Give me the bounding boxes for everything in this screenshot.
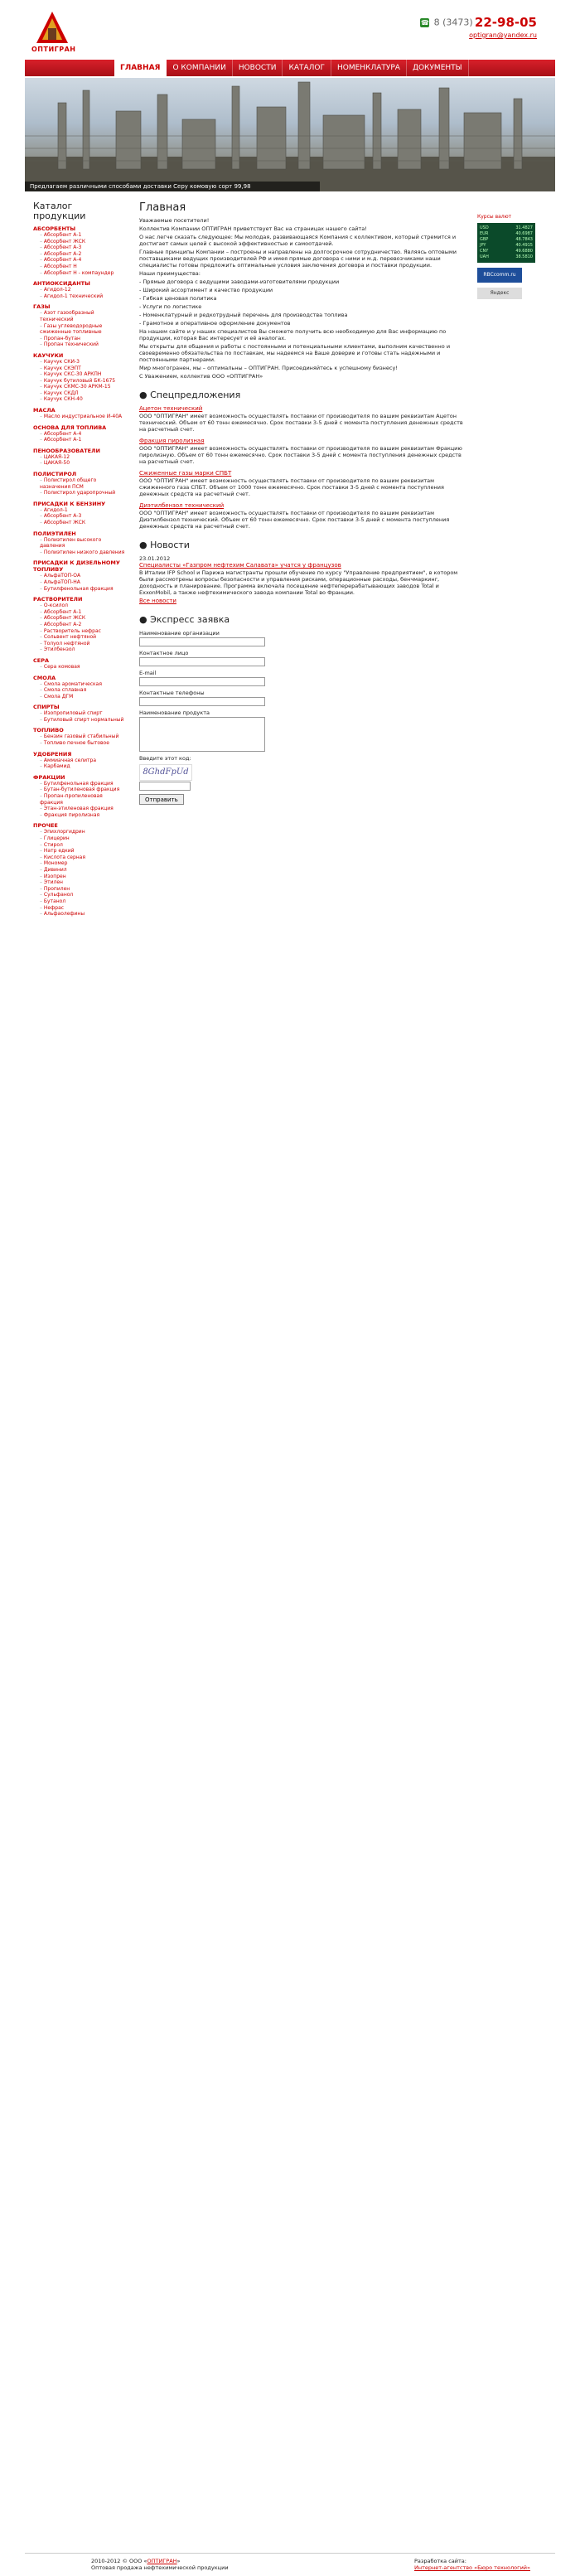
email-label: E-mail [139,670,157,676]
category-item[interactable]: – Абсорбент А-2 [33,622,126,628]
offer-text: ООО "ОПТИГРАН" имеет возможность осуществлять поставки от производителя по вашим реквизитам сжиженного газа СПБТ. Объем от 1000 тонн ежемесячно. Срок поставки 3-5 дней с момента поступления денежных средств на расчетный счет. [139,477,444,497]
product-textarea[interactable] [139,717,265,752]
category-item[interactable]: – Карбамид [33,763,126,770]
intro-paragraph: О нас легче сказать следующее: Мы молодая, развивающаяся Компания с коллективом, который стремится и достигает самых целей с высокой эффективностью и самоотдачей. [139,234,457,247]
offers-list [139,405,464,530]
category-item[interactable]: – Бутиловый спирт нормальный [33,717,126,724]
intro-paragraph: - Гибкая ценовая политика [139,295,217,302]
category-item[interactable]: – Эпихлоргидрин [33,829,126,835]
contact-label: Контактное лицо [139,650,189,656]
category-heading[interactable]: ПОЛИСТИРОЛ [33,471,77,478]
offer-text: ООО "ОПТИГРАН" имеет возможность осуществлять поставки от производителя по вашим реквизитам Фракцию пиролизную. Объем от 60 тонн ежемесячно. Срок поставки 3-5 дней с момента поступления денежных средств на расчетный счет. [139,445,462,465]
category-item[interactable]: – Абсорбент Н [33,264,126,270]
category-heading[interactable]: ПРОЧЕЕ [33,822,58,830]
intro-paragraph: - Прямые договора с ведущими заводами-изготовителями продукции [139,278,340,285]
category-item[interactable]: – Каучук СКМС-30 АРКМ-15 [33,384,126,390]
category-item[interactable]: – Газы углеводородные сжиженные топливные [33,323,126,336]
phone-icon: ☎ [420,18,429,27]
category-item[interactable]: – Изопропиловый спирт [33,710,126,717]
category-item[interactable]: – Каучук СКДЛ [33,390,126,397]
category-item[interactable]: – Дивинил [33,867,126,874]
captcha-input[interactable] [139,782,191,791]
contact-input[interactable] [139,657,265,666]
offer-text: ООО "ОПТИГРАН" имеет возможность осуществлять поставки от производителя по вашим реквизитам Ацетон технический. Объем от 60 тонн ежемесячно. Срок поставки 3-5 дней с момента поступления денежных средств на расчетный счет. [139,413,463,433]
category-item[interactable]: – Натр едкий [33,848,126,855]
intro-paragraph: - Номенклатурный и редкотрудный перечень для производства топлива [139,312,348,318]
category-heading[interactable]: ПРИСАДКИ К ДИЗЕЛЬНОМУ ТОПЛИВУ [33,559,120,574]
offer-title-link[interactable]: Фракция пиролизная [139,438,205,444]
category-item[interactable]: – ЦАКАЯ-12 [33,454,126,461]
category-item[interactable]: – Глицерин [33,835,126,842]
category-item[interactable]: – Кислота серная [33,855,126,861]
category-item[interactable]: – Полистирол ударопрочный [33,490,126,496]
category-item[interactable]: – Абсорбент А-2 [33,251,126,258]
category-heading[interactable]: АНТИОКСИДАНТЫ [33,280,90,288]
rate-currency: UAH [480,254,489,259]
main-nav [25,60,555,76]
category-item[interactable]: – Сольвент нефтяной [33,634,126,641]
intro-paragraph: Наши преимущества: [139,270,201,277]
rate-row [480,231,533,237]
nav-item-news[interactable]: НОВОСТИ [233,60,283,76]
category-item[interactable]: – Абсорбент А-4 [33,431,126,438]
category-item[interactable]: – Пропилен [33,886,126,893]
category-item[interactable]: – О-ксилол [33,603,126,609]
category-item[interactable]: – Бутилфенольная фракция [33,781,126,787]
rate-value: 48.7843 [515,237,533,242]
category-heading[interactable]: УДОБРЕНИЯ [33,750,72,758]
category-item[interactable]: – Азот газообразный технический [33,310,126,322]
category-heading[interactable]: ТОПЛИВО [33,727,64,734]
category-item[interactable]: – Агидол-12 [33,287,126,293]
offer-title-link[interactable]: Сжиженные газы марки СПБТ [139,470,232,477]
exchange-title: Курсы валют [477,214,512,220]
category-heading[interactable]: МАСЛА [33,407,56,414]
category-heading[interactable]: ПОЛИЭТИЛЕН [33,530,76,537]
nav-item-home[interactable]: ГЛАВНАЯ [114,60,167,76]
intro-paragraph: - Широкий ассортимент и качество продукции [139,287,273,293]
nav-item-catalog[interactable]: КАТАЛОГ [283,60,331,76]
nav-items [114,60,469,76]
rate-value: 40.4915 [515,243,533,248]
category-item[interactable]: – Этилбензол [33,646,126,653]
category-heading[interactable]: СМОЛА [33,674,56,681]
category-item[interactable]: – Стирол [33,842,126,849]
footer-copyright [91,2558,229,2571]
copyright-end: » [176,2558,181,2564]
category-item[interactable]: – Абсорбент ЖСК [33,615,126,622]
news-date: 23.01.2012 [139,555,171,562]
category-heading[interactable]: СЕРА [33,656,50,664]
email-link[interactable]: optigran@yandex.ru [469,31,537,39]
org-input[interactable] [139,637,265,646]
rate-value: 38.5810 [515,254,533,259]
nav-item-documents[interactable]: ДОКУМЕНТЫ [407,60,469,76]
news-text: В Италии IFP School и Парижа магистранты прошли обучение по курсу "Управление предприятием", в котором были рассмотрены вопросы безопасности и управления рисками, операционные расходы, бенчмаркинг, доходность и планирование. Программа включала посещение нефтеперерабатывающих заводов Total и ExxonMobil, а также нефтехимического завода компании Total во Франции. [139,569,458,596]
news-title-link[interactable]: Специалисты «Газпром нефтехим Салавата» учатся у французов [139,562,341,569]
category-heading[interactable]: ГАЗЫ [33,303,51,311]
intro-paragraph: - Грамотное и оперативное оформление документов [139,320,291,327]
offer-text: ООО "ОПТИГРАН" имеет возможность осуществлять поставки от производителя по вашим реквизитам Диэтилбензол технический. Объем от 60 тонн ежемесячно. Срок поставки 3-5 дней с момента поступления денежных средств на расчетный счет. [139,510,450,530]
submit-button[interactable]: Отправить [139,794,184,805]
category-item[interactable]: – АльфаТОП-ОА [33,573,126,579]
sidebar-title: Каталог продукции [33,201,86,221]
nav-item-about[interactable]: О КОМПАНИИ [167,60,232,76]
contacts [420,15,537,39]
category-heading[interactable]: ФРАКЦИИ [33,773,65,781]
intro-paragraph: Уважаемые посетители! [139,217,210,224]
category-heading[interactable]: ПРИСАДКИ К БЕНЗИНУ [33,500,106,507]
rate-currency: EUR [480,231,489,236]
category-item[interactable]: – Агидол-1 технический [33,293,126,300]
right-column [477,214,544,299]
page-title: Главная [139,201,186,214]
offers-heading: ● Спецпредложения [139,390,241,400]
category-item[interactable]: – Бутилфенольная фракция [33,586,126,593]
rate-row [480,249,533,254]
rate-currency: GBP [480,237,489,242]
category-heading[interactable]: ПЕНООБРАЗОВАТЕЛИ [33,447,100,454]
category-item[interactable]: – Фракция пиролизная [33,812,126,819]
news-heading-label: Новости [150,540,190,550]
rate-value: 49.6880 [515,249,533,254]
banner-caption: Предлагаем различными способами доставки Серу комовую сорт 99,98 [25,182,320,191]
footer-developer [414,2558,530,2571]
rate-currency: USD [480,225,489,230]
category-item[interactable]: – Каучук СКН-40 [33,396,126,403]
offers-heading-label: Спецпредложения [150,390,241,400]
rate-currency: JPY [480,243,486,248]
category-item[interactable]: – Бензин газовый стабильный [33,734,126,740]
category-item[interactable]: – Полистирол общего назначения ПСМ [33,477,126,490]
intro-paragraph: Мы открыты для общения и работы с постоянными и потенциальными клиентами, выполним качественно и своевременно обязательства по поставкам, мы надеемся на Ваше доверие и готовы стать надежными и постоянными партнерами. [139,343,451,363]
intro-paragraph: Главные принципы Компании – построены и направлены на долгосрочное сотрудничество. Являясь оптовыми поставщиками ведущих производителей РФ и имея прямые договора с ними и м.д. перевозчиками наши специалисты готовы предложить оптимальные условия заключения договора и поставки продукции. [139,249,457,269]
intro-paragraph: - Услуги по логистике [139,303,202,310]
category-item[interactable]: – Изопрен [33,874,126,880]
category-item[interactable]: – Этилен [33,879,126,886]
category-item[interactable]: – Толуол нефтяной [33,641,126,647]
category-item[interactable]: – Альфаолефины [33,911,126,918]
category-item[interactable]: – ЦАКАЯ-50 [33,460,126,467]
developer-label: Разработка сайта: [414,2558,466,2564]
org-label: Наименование организации [139,630,220,637]
category-item[interactable]: – Смола ДГМ [33,694,126,700]
category-item[interactable]: – Абсорбент А-1 [33,609,126,616]
developer-link[interactable]: Интернет-агентство «Бюро технологий» [414,2564,530,2571]
copyright-link[interactable]: ОПТИГРАН [147,2558,177,2564]
nav-item-nomenclature[interactable]: НОМЕНКЛАТУРА [331,60,407,76]
all-news-link[interactable]: Все новости [139,598,176,604]
category-item[interactable]: – Абсорбент А-3 [33,513,126,520]
category-item[interactable]: – Топливо печное бытовое [33,740,126,747]
catalog-sidebar [33,201,126,918]
category-item[interactable]: – Каучук СКС-30 АРКПН [33,371,126,378]
rate-currency: CNY [480,249,489,254]
category-heading[interactable]: ОСНОВА ДЛЯ ТОПЛИВА [33,424,107,431]
rbc-badge[interactable]: RBCcomm.ru [477,268,522,283]
category-item[interactable]: – Абсорбент А-3 [33,245,126,251]
rate-value: 31.4827 [515,225,533,230]
category-item[interactable]: – Аммиачная селитра [33,758,126,764]
footer-subtitle: Оптовая продажа нефтехимической продукции [91,2564,229,2571]
category-item[interactable]: – Каучук СКЭПТ [33,366,126,372]
phone-input[interactable] [139,697,265,706]
category-item[interactable]: – Пропан-бутан [33,336,126,342]
intro-paragraph: Коллектив Компании ОПТИГРАН приветствует Вас на страницах нашего сайта! [139,225,367,232]
form-heading: ● Экспресс заявка [139,614,230,625]
logo-text: ОПТИГРАН [31,46,76,53]
category-item[interactable]: – Этан-этиленовая фракция [33,806,126,812]
category-heading[interactable]: КАУЧУКИ [33,351,64,359]
yandex-badge[interactable]: Яндекс [477,288,522,299]
email-input[interactable] [139,677,265,686]
news-heading: ● Новости [139,540,190,550]
intro-paragraph: Мир многогранен, мы – оптимальны – ОПТИГРАН. Присоединяйтесь к успешному бизнесу! [139,365,398,371]
rate-row [480,225,533,231]
category-item[interactable]: – Нефрас [33,905,126,912]
category-item[interactable]: – Пропан-пропиленовая фракция [33,793,126,806]
category-item[interactable]: – Сера комовая [33,664,126,671]
category-heading[interactable]: РАСТВОРИТЕЛИ [33,596,83,603]
category-item[interactable]: – Абсорбент А-1 [33,232,126,239]
category-item[interactable]: – Смола сплавная [33,687,126,694]
category-item[interactable]: – Каучук бутиловый БК-1675 [33,378,126,385]
form-heading-label: Экспресс заявка [150,614,230,625]
category-item[interactable]: – Абсорбент ЖСК [33,520,126,526]
category-item[interactable]: – Каучук СКИ-3 [33,359,126,366]
intro-text [139,217,464,380]
category-heading[interactable]: СПИРТЫ [33,704,60,711]
footer [25,2553,555,2572]
offer-title-link[interactable]: Диэтилбензол технический [139,502,225,509]
phone-label: Контактные телефоны [139,690,205,696]
category-item[interactable]: – Полиэтилен низкого давления [33,550,126,556]
product-label: Наименование продукта [139,709,210,716]
captcha-label: Введите этот код: [139,755,191,762]
copyright-text: 2010-2012 © ООО « [91,2558,147,2564]
captcha-image: 8GhdFpUd [139,764,192,781]
banner-image [25,78,555,191]
category-item[interactable]: – Сульфанол [33,892,126,898]
category-item[interactable]: – АльфаТОП-НА [33,579,126,586]
header [25,0,555,60]
category-item[interactable]: – Бутан-бутиленовая фракция [33,787,126,793]
phone-code: 8 (3473) [433,17,473,28]
category-item[interactable]: – Бутанол [33,898,126,905]
rate-row [480,254,533,260]
intro-paragraph: С Уважением, коллектив ООО «ОПТИГРАН» [139,373,263,380]
phone-number: 22-98-05 [474,15,537,30]
category-item[interactable]: – Масло индустриальное И-40А [33,414,126,420]
offer-title-link[interactable]: Ацетон технический [139,405,203,412]
rate-row [480,243,533,249]
category-item[interactable]: – Пропан технический [33,341,126,348]
main-content [139,201,464,805]
category-item[interactable]: – Агидол-1 [33,507,126,514]
rate-value: 40.6987 [515,231,533,236]
category-item[interactable]: – Абсорбент А-4 [33,257,126,264]
category-item[interactable]: – Растворитель нефрас [33,628,126,635]
category-item[interactable]: – Абсорбент Н - компаундер [33,270,126,277]
exchange-rates [477,223,535,263]
category-item[interactable]: – Смола ароматическая [33,681,126,688]
category-item[interactable]: – Абсорбент А-1 [33,437,126,443]
category-heading[interactable]: АБСОРБЕНТЫ [33,225,76,232]
intro-paragraph: На нашем сайте и у наших специалистов Вы сможете получить всю необходимую для Вас информацию по продукции, которая Вас интересует и её аналогах. [139,328,447,341]
rate-row [480,237,533,243]
category-list [33,225,126,918]
category-item[interactable]: – Полиэтилен высокого давления [33,537,126,550]
category-item[interactable]: – Мономер [33,860,126,867]
category-item[interactable]: – Абсорбент ЖСК [33,239,126,245]
